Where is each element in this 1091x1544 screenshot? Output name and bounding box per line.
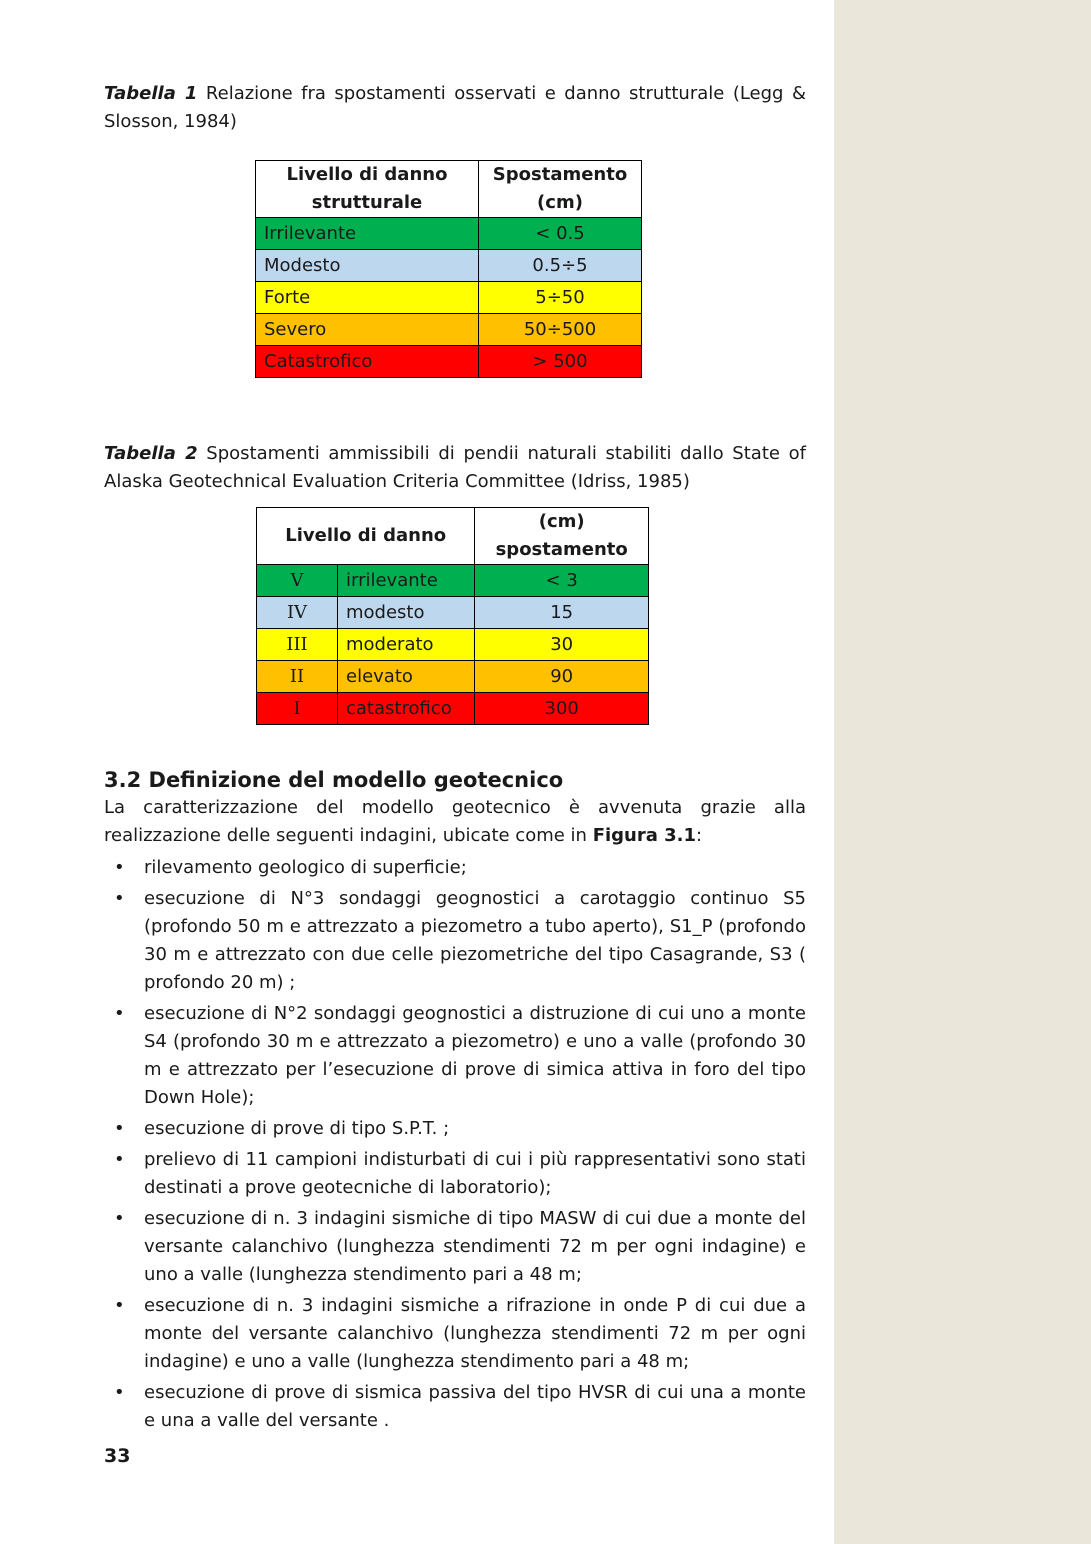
table-row (256, 314, 642, 346)
table-row (257, 629, 649, 661)
page-content (104, 80, 806, 1431)
table2-cell-level: moderato (338, 629, 475, 661)
table2-cell-value: 90 (475, 661, 649, 693)
table2-cell-grade: II (257, 661, 338, 693)
table-row (257, 661, 649, 693)
table1-caption-label: Tabella 1 (104, 83, 198, 104)
list-item: • esecuzione di N°2 sondaggi geognostici a distruzione di cui uno a monte S4 (profondo 30 m e attrezzato a piezometro) e uno a valle (profondo 30 m e attrezzato per l’esecuzione di prove di simica attiva in foro del tipo Down Hole); (104, 1000, 806, 1112)
table1-header-level: Livello di danno strutturale (256, 161, 479, 218)
table2-cell-grade: III (257, 629, 338, 661)
section-intro-text: La caratterizzazione del modello geotecnico è avvenuta grazie alla realizzazione delle seguenti indagini, ubicate come in (104, 797, 806, 846)
table-row (257, 597, 649, 629)
table2-header-level: Livello di danno (257, 508, 475, 565)
table-row (256, 346, 642, 378)
section-intro-end: : (696, 825, 703, 846)
table2-cell-value: 300 (475, 693, 649, 725)
table2-cell-level: elevato (338, 661, 475, 693)
table1-cell-value: 5÷50 (479, 282, 642, 314)
table2-cell-value: 30 (475, 629, 649, 661)
table1 (255, 160, 642, 378)
table1-cell-value: 0.5÷5 (479, 250, 642, 282)
survey-list (104, 854, 806, 1438)
table-row (257, 565, 649, 597)
table-row (256, 282, 642, 314)
page-side-band (834, 0, 1091, 1544)
figure-reference: Figura 3.1 (592, 825, 697, 846)
table2-cell-level: irrilevante (338, 565, 475, 597)
list-item: • esecuzione di N°3 sondaggi geognostici a carotaggio continuo S5 (profondo 50 m e attrezzato a piezometro a tubo aperto), S1_P (profondo 30 m e attrezzato con due celle piezometriche del tipo Casagrande, S3 ( profondo 20 m) ; (104, 885, 806, 997)
table2-cell-grade: I (257, 693, 338, 725)
page-number: 33 (104, 1445, 131, 1467)
table2-cell-value: < 3 (475, 565, 649, 597)
table1-caption (104, 80, 806, 136)
table2-caption-label: Tabella 2 (104, 443, 198, 464)
table2-cell-value: 15 (475, 597, 649, 629)
section-intro (104, 794, 806, 850)
table2-cell-level: modesto (338, 597, 475, 629)
list-item: • prelievo di 11 campioni indisturbati di cui i più rappresentativi sono stati destinati a prove geotecniche di laboratorio); (104, 1146, 806, 1202)
table1-cell-level: Modesto (256, 250, 479, 282)
table1-cell-level: Forte (256, 282, 479, 314)
table-row (256, 218, 642, 250)
list-item: • esecuzione di prove di tipo S.P.T. ; (104, 1115, 806, 1143)
list-item: • esecuzione di n. 3 indagini sismiche di tipo MASW di cui due a monte del versante calanchivo (lunghezza stendimenti 72 m per ogni indagine) e uno a valle (lunghezza stendimento pari a 48 m; (104, 1205, 806, 1289)
list-item: • rilevamento geologico di superficie; (104, 854, 806, 882)
table2-header-row (257, 508, 649, 565)
table2-header-displacement: (cm) spostamento (475, 508, 649, 565)
list-item: • esecuzione di prove di sismica passiva del tipo HVSR di cui una a monte e una a valle del versante . (104, 1379, 806, 1435)
table-row (256, 250, 642, 282)
table1-cell-level: Irrilevante (256, 218, 479, 250)
table1-cell-value: > 500 (479, 346, 642, 378)
table2-cell-level: catastrofico (338, 693, 475, 725)
table1-cell-value: 50÷500 (479, 314, 642, 346)
table2-caption-text: Spostamenti ammissibili di pendii naturali stabiliti dallo State of Alaska Geotechnical Evaluation Criteria Committee (Idriss, 1985) (104, 443, 806, 492)
section-title: 3.2 Definizione del modello geotecnico (104, 768, 564, 792)
table2-caption (104, 440, 806, 496)
table1-cell-value: < 0.5 (479, 218, 642, 250)
table1-header-displacement: Spostamento (cm) (479, 161, 642, 218)
table1-caption-text: Relazione fra spostamenti osservati e danno strutturale (Legg & Slosson, 1984) (104, 83, 806, 132)
table-row (257, 693, 649, 725)
table2-cell-grade: IV (257, 597, 338, 629)
table1-header-row (256, 161, 642, 218)
table1-cell-level: Catastrofico (256, 346, 479, 378)
list-item: • esecuzione di n. 3 indagini sismiche a rifrazione in onde P di cui due a monte del versante calanchivo (lunghezza stendimenti 72 m per ogni indagine) e uno a valle (lunghezza stendimento pari a 48 m; (104, 1292, 806, 1376)
table2-cell-grade: V (257, 565, 338, 597)
table2 (256, 507, 649, 725)
table1-cell-level: Severo (256, 314, 479, 346)
